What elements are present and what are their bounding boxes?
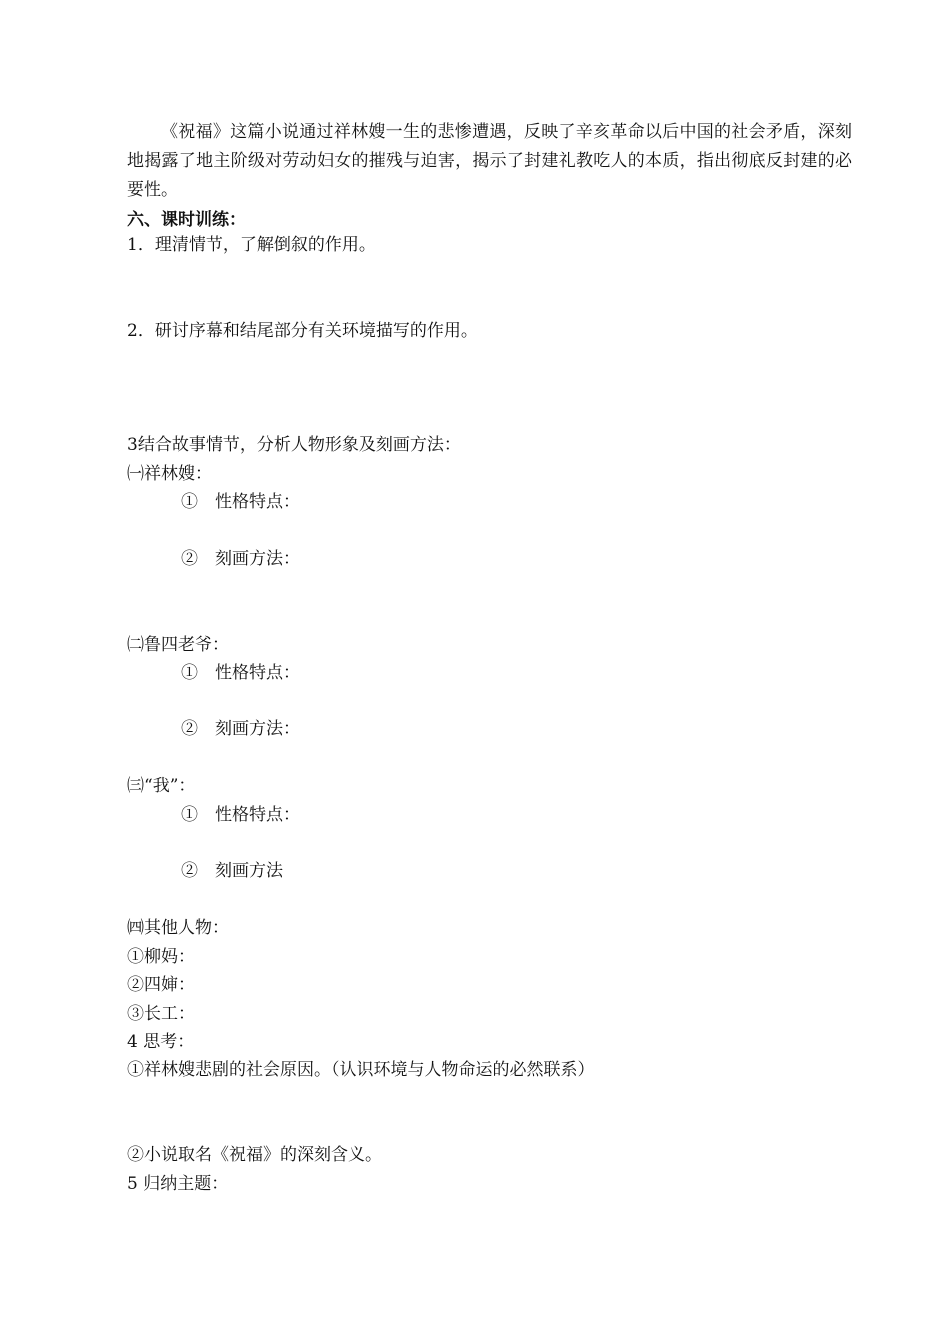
character-3-method: ② 刻画方法 (181, 861, 283, 881)
other-character-item: ③长工： (127, 1004, 195, 1024)
question-5: 5 归纳主题： (127, 1174, 229, 1194)
question-3: 3结合故事情节，分析人物形象及刻画方法： (127, 435, 461, 455)
character-4-title: ㈣其他人物： (127, 918, 229, 938)
character-3-title: ㈢“我”： (127, 776, 196, 796)
question-4-item: ①祥林嫂悲剧的社会原因。（认识环境与人物命运的必然联系） (127, 1060, 595, 1080)
other-character-item: ②四婶： (127, 975, 195, 995)
other-character-item: ①柳妈： (127, 947, 195, 967)
character-1-method: ② 刻画方法： (181, 549, 300, 569)
section-heading: 六、课时训练： (127, 210, 246, 230)
character-2-method: ② 刻画方法： (181, 719, 300, 739)
character-3-trait: ① 性格特点： (181, 805, 300, 825)
question-4-title: 4 思考： (127, 1032, 195, 1052)
character-1-title: ㈠祥林嫂： (127, 464, 212, 484)
question-2: 2．研讨序幕和结尾部分有关环境描写的作用。 (127, 321, 478, 341)
character-2-trait: ① 性格特点： (181, 663, 300, 683)
question-1: 1．理清情节，了解倒叙的作用。 (127, 235, 376, 255)
intro-paragraph: 《祝福》这篇小说通过祥林嫂一生的悲惨遭遇，反映了辛亥革命以后中国的社会矛盾，深刻地揭露了地主阶级对劳动妇女的摧残与迫害，揭示了封建礼教吃人的本质，指出彻底反封建的必要性。 (127, 122, 852, 200)
character-2-title: ㈡鲁四老爷： (127, 635, 229, 655)
character-1-trait: ① 性格特点： (181, 492, 300, 512)
question-4-item: ②小说取名《祝福》的深刻含义。 (127, 1145, 382, 1165)
